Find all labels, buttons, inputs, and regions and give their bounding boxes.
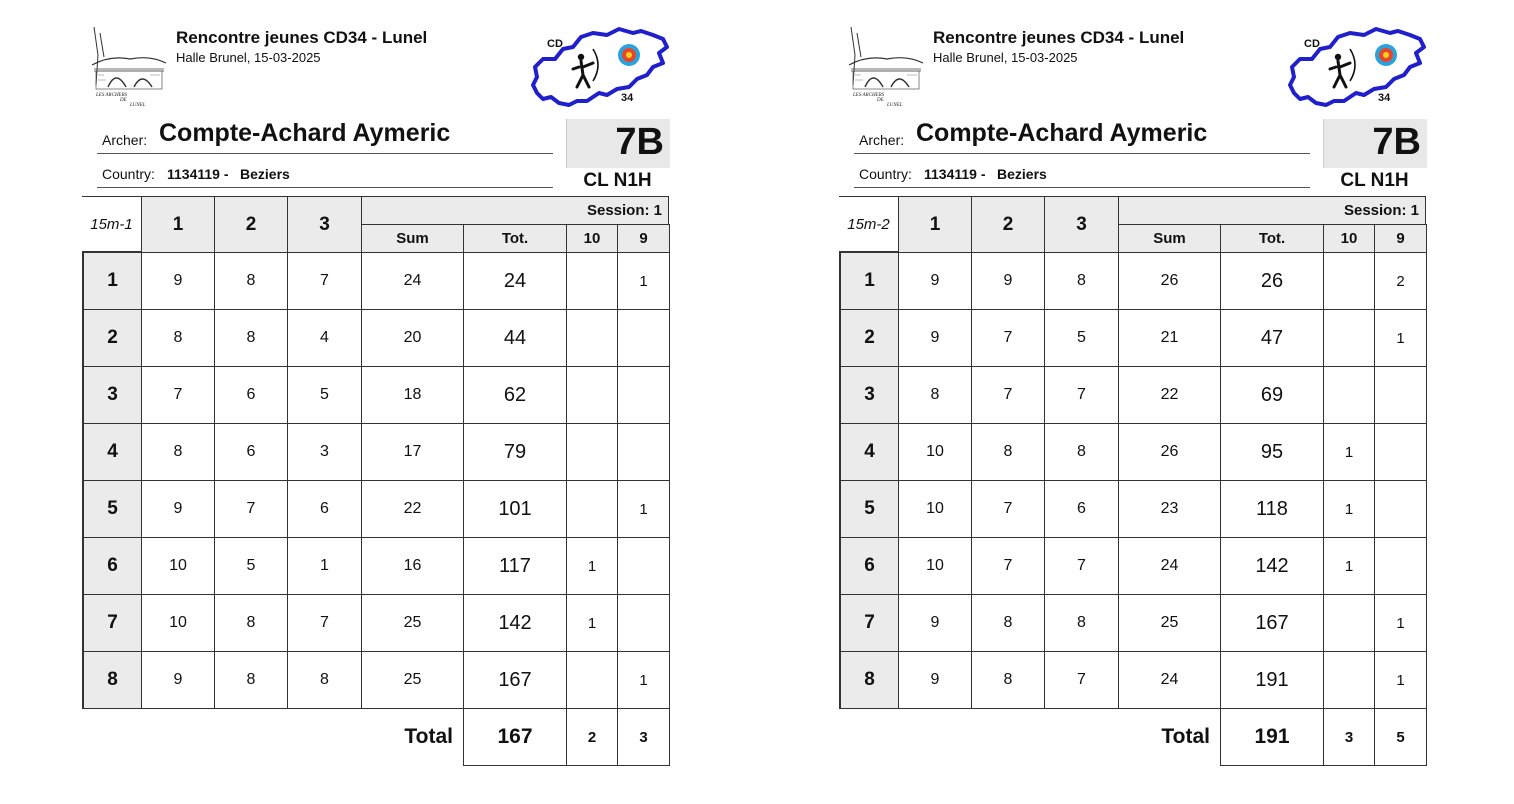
count-10: 1 — [1323, 537, 1375, 595]
running-total: 167 — [1220, 594, 1324, 652]
club-logo-line-1: LES ARCHERS — [853, 93, 885, 98]
end-sum: 24 — [1118, 537, 1221, 595]
arrow-score: 7 — [1044, 651, 1119, 709]
arrow-score: 5 — [214, 537, 288, 595]
arrow-score: 8 — [1044, 252, 1119, 310]
arrow-score: 7 — [287, 594, 362, 652]
running-total: 47 — [1220, 309, 1324, 367]
running-total: 167 — [463, 651, 567, 709]
arrow-score: 6 — [1044, 480, 1119, 538]
end-sum: 25 — [1118, 594, 1221, 652]
running-total: 117 — [463, 537, 567, 595]
column-header: Sum — [361, 224, 464, 253]
running-total: 142 — [463, 594, 567, 652]
arrow-header: 1 — [141, 196, 215, 253]
arrow-score: 10 — [898, 537, 972, 595]
category: CL N1H — [583, 170, 652, 191]
arrow-score: 9 — [141, 252, 215, 310]
running-total: 191 — [1220, 651, 1324, 709]
arrow-score: 9 — [898, 252, 972, 310]
country-name: Beziers — [240, 166, 290, 182]
count-9 — [617, 537, 670, 595]
total-label: Total — [1161, 725, 1210, 748]
end-sum: 24 — [361, 252, 464, 310]
arrow-score: 7 — [1044, 366, 1119, 424]
club-logo-line-2: DE — [877, 98, 884, 103]
divider — [97, 187, 553, 188]
end-number: 7 — [82, 594, 142, 652]
arrow-score: 4 — [287, 309, 362, 367]
running-total: 142 — [1220, 537, 1324, 595]
column-header: Tot. — [463, 224, 567, 253]
target-number: 7B — [1372, 121, 1421, 163]
arrow-header: 2 — [214, 196, 288, 253]
end-number: 5 — [839, 480, 899, 538]
committee-logo-cd: CD — [547, 38, 563, 50]
arrow-score: 7 — [1044, 537, 1119, 595]
end-sum: 17 — [361, 423, 464, 481]
arrow-score: 10 — [898, 480, 972, 538]
running-total: 62 — [463, 366, 567, 424]
end-sum: 24 — [1118, 651, 1221, 709]
count-9: 1 — [1374, 309, 1427, 367]
archer-label: Archer: — [859, 132, 905, 148]
arrow-header: 2 — [971, 196, 1045, 253]
end-number: 6 — [839, 537, 899, 595]
event-subtitle: Halle Brunel, 15-03-2025 — [933, 50, 1078, 65]
arrow-score: 1 — [287, 537, 362, 595]
running-total: 95 — [1220, 423, 1324, 481]
count-10 — [566, 366, 618, 424]
event-title: Rencontre jeunes CD34 - Lunel — [176, 28, 428, 47]
count-9 — [1374, 480, 1427, 538]
arrow-score: 8 — [898, 366, 972, 424]
count-10 — [1323, 252, 1375, 310]
arrow-score: 8 — [287, 651, 362, 709]
end-number: 8 — [82, 651, 142, 709]
arrow-score: 7 — [971, 366, 1045, 424]
count-9: 1 — [617, 252, 670, 310]
end-number: 7 — [839, 594, 899, 652]
arrow-score: 9 — [898, 651, 972, 709]
column-header: Sum — [1118, 224, 1221, 253]
count-9 — [617, 594, 670, 652]
arrow-score: 8 — [971, 423, 1045, 481]
count-9: 1 — [1374, 594, 1427, 652]
arrow-score: 9 — [141, 651, 215, 709]
country-label: Country: — [859, 166, 912, 182]
end-sum: 25 — [361, 594, 464, 652]
committee-logo-34: 34 — [621, 92, 634, 104]
count-10: 1 — [566, 594, 618, 652]
count-9: 1 — [1374, 651, 1427, 709]
arrow-score: 8 — [214, 594, 288, 652]
arrow-header: 1 — [898, 196, 972, 253]
committee-logo-icon — [1286, 23, 1428, 109]
country-label: Country: — [102, 166, 155, 182]
count-10 — [1323, 651, 1375, 709]
arrow-score: 7 — [971, 480, 1045, 538]
column-header: Tot. — [1220, 224, 1324, 253]
arrow-score: 8 — [214, 651, 288, 709]
end-number: 5 — [82, 480, 142, 538]
divider — [854, 153, 1310, 154]
arrow-score: 10 — [898, 423, 972, 481]
count-10 — [1323, 594, 1375, 652]
count-10 — [1323, 366, 1375, 424]
arrow-score: 8 — [1044, 594, 1119, 652]
event-title: Rencontre jeunes CD34 - Lunel — [933, 28, 1185, 47]
end-sum: 21 — [1118, 309, 1221, 367]
arrow-score: 9 — [971, 252, 1045, 310]
count-9 — [1374, 537, 1427, 595]
club-logo-line-3: LUNEL — [887, 103, 903, 108]
running-total: 24 — [463, 252, 567, 310]
running-total: 118 — [1220, 480, 1324, 538]
total-count-9: 5 — [1374, 708, 1427, 766]
end-number: 2 — [839, 309, 899, 367]
end-number: 8 — [839, 651, 899, 709]
arrow-score: 7 — [287, 252, 362, 310]
count-9 — [1374, 423, 1427, 481]
count-9 — [617, 423, 670, 481]
arrow-score: 7 — [141, 366, 215, 424]
club-logo-icon — [847, 25, 925, 109]
end-number: 1 — [82, 252, 142, 310]
end-number: 3 — [82, 366, 142, 424]
column-header: 9 — [1374, 224, 1427, 253]
arrow-score: 10 — [141, 594, 215, 652]
running-total: 69 — [1220, 366, 1324, 424]
country-name: Beziers — [997, 166, 1047, 182]
count-10 — [566, 252, 618, 310]
end-sum: 16 — [361, 537, 464, 595]
running-total: 79 — [463, 423, 567, 481]
arrow-score: 5 — [287, 366, 362, 424]
category: CL N1H — [1340, 170, 1409, 191]
end-sum: 22 — [1118, 366, 1221, 424]
running-total: 26 — [1220, 252, 1324, 310]
count-10 — [566, 480, 618, 538]
arrow-score: 5 — [1044, 309, 1119, 367]
arrow-score: 9 — [898, 594, 972, 652]
archer-name: Compte-Achard Aymeric — [159, 119, 451, 147]
end-sum: 26 — [1118, 423, 1221, 481]
total-count-10: 3 — [1323, 708, 1375, 766]
arrow-score: 9 — [141, 480, 215, 538]
session-label: Session: 1 — [1118, 196, 1426, 225]
arrow-header: 3 — [1044, 196, 1119, 253]
distance-label: 15m-2 — [839, 196, 898, 252]
arrow-score: 7 — [971, 537, 1045, 595]
divider — [854, 187, 1310, 188]
end-number: 4 — [839, 423, 899, 481]
count-10 — [566, 423, 618, 481]
end-number: 2 — [82, 309, 142, 367]
arrow-score: 6 — [214, 423, 288, 481]
event-subtitle: Halle Brunel, 15-03-2025 — [176, 50, 321, 65]
grand-total: 191 — [1220, 708, 1324, 766]
archer-name: Compte-Achard Aymeric — [916, 119, 1208, 147]
count-9: 1 — [617, 480, 670, 538]
count-10 — [566, 309, 618, 367]
arrow-score: 8 — [214, 309, 288, 367]
count-9 — [1374, 366, 1427, 424]
column-header: 10 — [1323, 224, 1375, 253]
arrow-score: 6 — [214, 366, 288, 424]
committee-logo-icon — [529, 23, 671, 109]
committee-logo-34: 34 — [1378, 92, 1391, 104]
running-total: 101 — [463, 480, 567, 538]
arrow-score: 10 — [141, 537, 215, 595]
count-9 — [617, 309, 670, 367]
count-10: 1 — [1323, 423, 1375, 481]
column-header: 9 — [617, 224, 670, 253]
end-sum: 23 — [1118, 480, 1221, 538]
arrow-score: 9 — [898, 309, 972, 367]
arrow-score: 8 — [141, 423, 215, 481]
distance-label: 15m-1 — [82, 196, 141, 252]
count-10 — [1323, 309, 1375, 367]
arrow-score: 7 — [971, 309, 1045, 367]
arrow-header: 3 — [287, 196, 362, 253]
total-label: Total — [404, 725, 453, 748]
target-box — [1323, 119, 1427, 168]
scorecard — [839, 20, 1439, 780]
count-10 — [566, 651, 618, 709]
committee-logo-cd: CD — [1304, 38, 1320, 50]
count-10: 1 — [1323, 480, 1375, 538]
end-number: 1 — [839, 252, 899, 310]
end-sum: 18 — [361, 366, 464, 424]
scorecard — [82, 20, 682, 780]
end-number: 6 — [82, 537, 142, 595]
club-logo-line-1: LES ARCHERS — [96, 93, 128, 98]
arrow-score: 8 — [971, 651, 1045, 709]
end-sum: 20 — [361, 309, 464, 367]
column-header: 10 — [566, 224, 618, 253]
arrow-score: 3 — [287, 423, 362, 481]
arrow-score: 7 — [214, 480, 288, 538]
arrow-score: 8 — [214, 252, 288, 310]
divider — [97, 153, 553, 154]
arrow-score: 8 — [141, 309, 215, 367]
session-label: Session: 1 — [361, 196, 669, 225]
club-logo-line-3: LUNEL — [130, 103, 146, 108]
total-count-9: 3 — [617, 708, 670, 766]
country-code: 1134119 - — [167, 166, 229, 182]
club-logo-line-2: DE — [120, 98, 127, 103]
count-9: 2 — [1374, 252, 1427, 310]
archer-label: Archer: — [102, 132, 148, 148]
arrow-score: 8 — [1044, 423, 1119, 481]
end-sum: 25 — [361, 651, 464, 709]
count-10: 1 — [566, 537, 618, 595]
grand-total: 167 — [463, 708, 567, 766]
end-number: 4 — [82, 423, 142, 481]
count-9: 1 — [617, 651, 670, 709]
arrow-score: 6 — [287, 480, 362, 538]
running-total: 44 — [463, 309, 567, 367]
count-9 — [617, 366, 670, 424]
end-sum: 26 — [1118, 252, 1221, 310]
target-number: 7B — [615, 121, 664, 163]
target-box — [566, 119, 670, 168]
end-number: 3 — [839, 366, 899, 424]
club-logo-icon — [90, 25, 168, 109]
total-count-10: 2 — [566, 708, 618, 766]
country-code: 1134119 - — [924, 166, 986, 182]
end-sum: 22 — [361, 480, 464, 538]
arrow-score: 8 — [971, 594, 1045, 652]
